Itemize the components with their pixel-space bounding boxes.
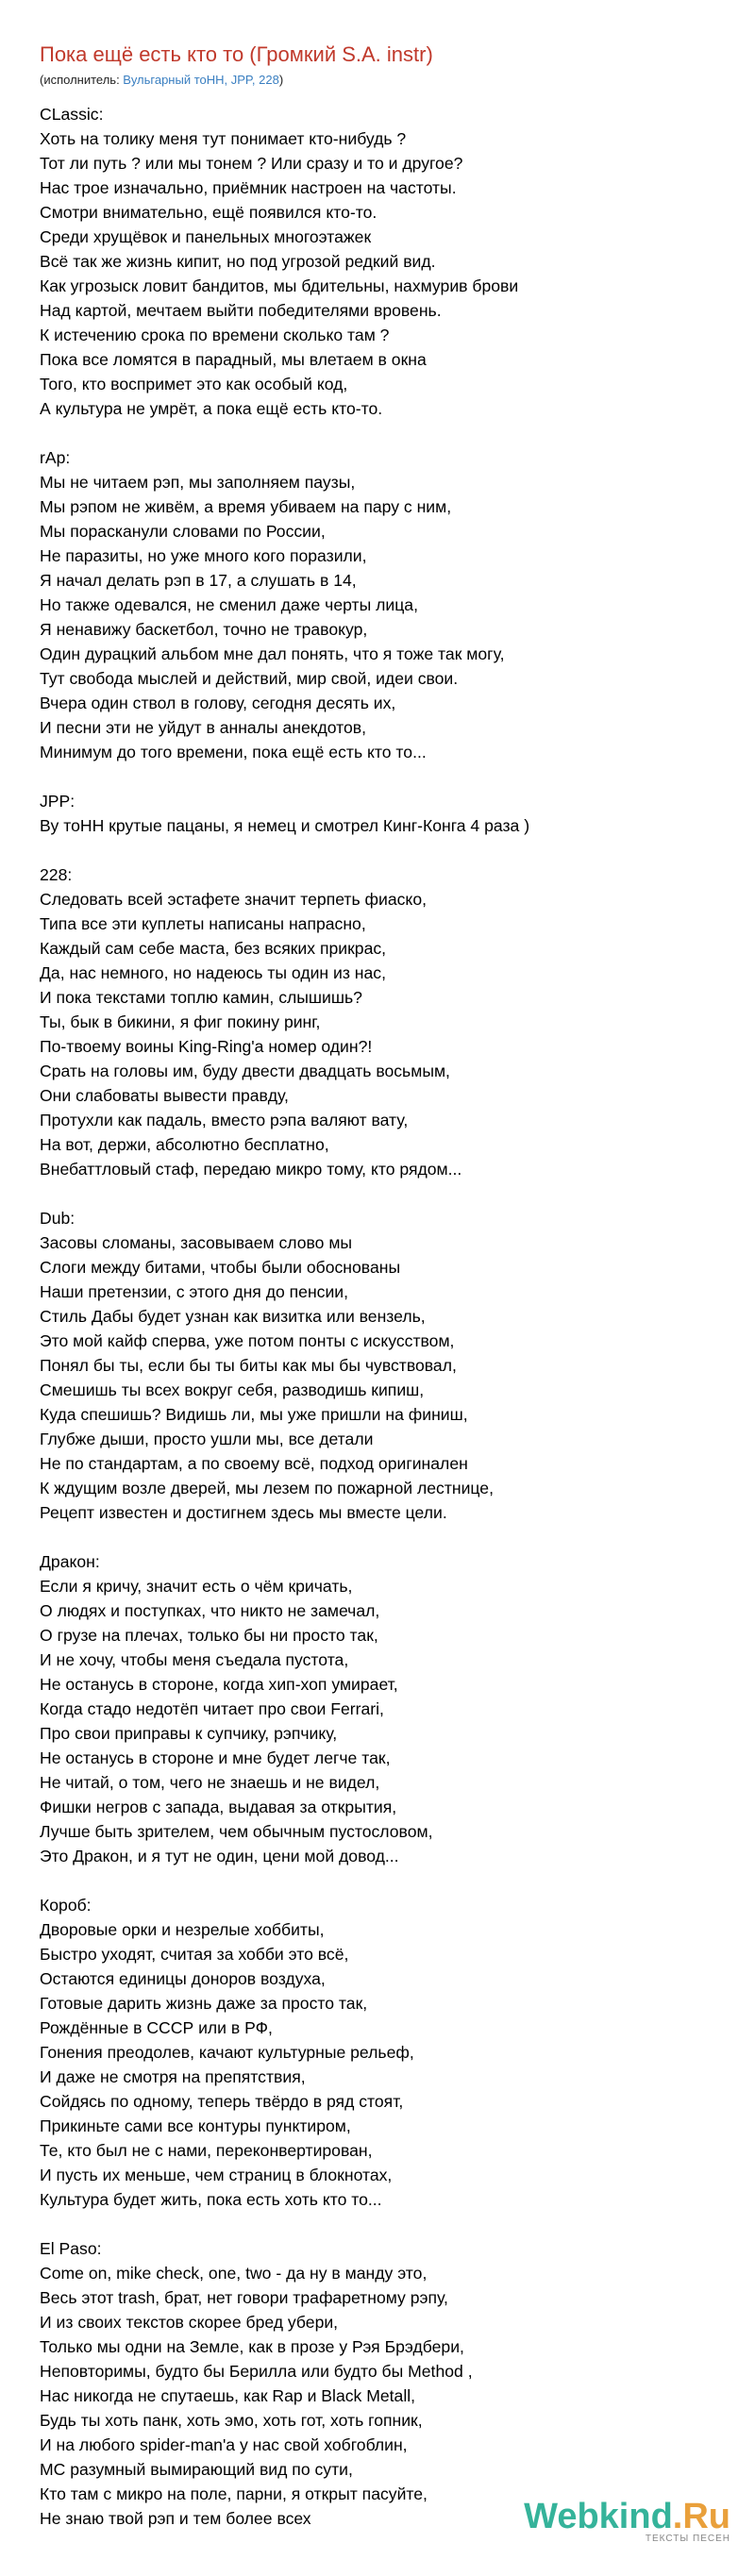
lyric-line: И на любого spider-man'a у нас свой хобгоблин, [40,2435,408,2454]
lyric-line: Короб: [40,1896,92,1915]
lyric-line: Мы рэпом не живём, а время убиваем на пару с ним, [40,497,452,516]
stanza-break [40,421,713,445]
lyric-line: Дракон: [40,1552,100,1571]
lyric-line: Фишки негров с запада, выдавая за открытия, [40,1798,397,1816]
lyric-line: JPP: [40,792,76,811]
lyric-line: Не останусь в стороне, когда хип-хоп умирает, [40,1675,398,1694]
page-title: Пока ещё есть кто то (Громкий S.A. instr) [40,42,433,66]
lyric-line: Кто там с микро на поле, парни, я открыт пасуйте, [40,2484,428,2503]
lyric-line: И пока текстами топлю камин, слышишь? [40,988,362,1007]
logo-wordmark [524,2498,730,2535]
lyric-line: И из своих текстов скорее бред убери, [40,2313,339,2332]
lyric-line: МС разумный вымирающий вид по сути, [40,2460,353,2479]
lyric-line: CLassic: [40,105,104,124]
lyric-line: Dub: [40,1209,76,1228]
lyric-line: Когда стадо недотёп читает про свои Ferrari, [40,1699,384,1718]
lyric-line: Прикиньте сами все контуры пунктиром, [40,2116,351,2135]
lyric-line: Весь этот trash, брат, нет говори трафаретному рэпу, [40,2288,448,2307]
stanza-break [40,838,713,862]
lyric-line: Засовы сломаны, засовываем слово мы [40,1233,353,1252]
lyric-line: Того, кто воспримет это как особый код, [40,375,348,393]
lyric-line: Это мой кайф сперва, уже потом понты с искусством, [40,1331,455,1350]
lyric-line: И песни эти не уйдут в анналы анекдотов, [40,718,367,737]
lyric-line: И даже не смотря на препятствия, [40,2067,306,2086]
lyric-line: Не останусь в стороне и мне будет легче так, [40,1748,391,1767]
lyric-line: Хоть на толику меня тут понимает кто-нибудь ? [40,129,407,148]
lyric-line: Всё так же жизнь кипит, но под угрозой редкий вид. [40,252,436,271]
lyric-line: Быстро уходят, считая за хобби это всё, [40,1945,349,1964]
lyric-line: К истечению срока по времени сколько там ? [40,326,390,344]
lyric-line: Не паразиты, но уже много кого поразили, [40,546,367,565]
stanza-break [40,764,713,789]
lyric-line: Протухли как падаль, вместо рэпа валяют вату, [40,1111,409,1129]
lyric-line: О людях и поступках, что никто не замечал, [40,1601,380,1620]
lyric-line: И пусть их меньше, чем страниц в блокнотах, [40,2166,393,2184]
lyric-line: Только мы одни на Земле, как в прозе у Рэя Брэдбери, [40,2337,464,2356]
lyric-line: Смотри внимательно, ещё появился кто-то. [40,203,378,222]
lyric-line: Как угрозыск ловит бандитов, мы бдительны, нахмурив брови [40,276,519,295]
lyric-line: Но также одевался, не сменил даже черты лица, [40,595,418,614]
lyric-line: Про свои приправы к супчику, рэпчику, [40,1724,338,1743]
lyric-line: Каждый сам себе маста, без всяких прикрас, [40,939,387,958]
lyric-line: Нас никогда не спутаешь, как Rap и Black Metall, [40,2386,416,2405]
lyric-line: Над картой, мечтаем выйти победителями вровень. [40,301,442,320]
lyric-line: Тут свобода мыслей и действий, мир свой, идеи свои. [40,669,459,688]
performers-line [40,72,713,89]
lyric-line: Стиль Дабы будет узнан как визитка или вензель, [40,1307,426,1326]
lyric-line: Культура будет жить, пока есть хоть кто то... [40,2190,382,2209]
lyric-line: Вчера один ствол в голову, сегодня десять их, [40,694,396,712]
lyric-line: Рождённые в СССР или в РФ, [40,2018,273,2037]
lyric-line: Среди хрущёвок и панельных многоэтажек [40,227,372,246]
lyric-line: Ву тоНН крутые пацаны, я немец и смотрел Кинг-Конга 4 раза ) [40,816,530,835]
lyric-line: Не знаю твой рэп и тем более всех [40,2509,311,2528]
lyric-line: Рецепт известен и достигнем здесь мы вместе цели. [40,1503,447,1522]
lyric-line: Те, кто был не с нами, переконвертирован, [40,2141,373,2160]
lyric-line: Наши претензии, с этого дня до пенсии, [40,1282,349,1301]
stanza-break [40,1868,713,1893]
lyric-line: Будь ты хоть панк, хоть эмо, хоть гот, хоть гопник, [40,2411,423,2430]
lyric-line: О грузе на плечах, только бы ни просто так, [40,1626,378,1645]
lyric-line: El Paso: [40,2239,102,2258]
lyric-line: Готовые дарить жизнь даже за просто так, [40,1994,368,2013]
lyric-line: rAp: [40,448,71,467]
performers-artists-link[interactable]: Вульгарный тоНН, JPP, 228 [123,73,279,87]
logo-word-domain: .Ru [672,2497,730,2536]
lyric-line: Внебаттловый стаф, передаю микро тому, кто рядом... [40,1160,462,1179]
lyric-line: Come on, mike check, one, two - да ну в манду это, [40,2264,428,2283]
lyric-line: К ждущим возле дверей, мы лезем по пожарной лестнице, [40,1479,494,1497]
performers-suffix: ) [278,73,284,87]
stanza-break [40,1525,713,1549]
site-logo[interactable] [524,2498,730,2544]
lyric-line: По-твоему воины King-Ring'a номер один?! [40,1037,373,1056]
lyric-line: Да, нас немного, но надеюсь ты один из нас, [40,963,386,982]
lyric-line: Не по стандартам, а по своему всё, подход оригинален [40,1454,468,1473]
lyric-line: Они слабоваты вывести правду, [40,1086,289,1105]
lyric-line: А культура не умрёт, а пока ещё есть кто-то. [40,399,383,418]
lyric-line: Если я кричу, значит есть о чём кричать, [40,1577,353,1596]
lyric-line: Я ненавижу баскетбол, точно не травокур, [40,620,368,639]
lyric-line: Я начал делать рэп в 17, а слушать в 14, [40,571,357,590]
lyric-line: На вот, держи, абсолютно бесплатно, [40,1135,329,1154]
lyric-line: Типа все эти куплеты написаны напрасно, [40,914,366,933]
lyric-line: Тот ли путь ? или мы тонем ? Или сразу и то и другое? [40,154,463,173]
lyric-line: И не хочу, чтобы меня съедала пустота, [40,1650,349,1669]
lyric-line: Мы порасканули словами по России, [40,522,326,541]
lyric-line: Это Дракон, и я тут не один, цени мой довод... [40,1847,399,1865]
stanza-break [40,1181,713,1206]
lyric-line: Мы не читаем рэп, мы заполняем паузы, [40,473,356,492]
lyric-line: Минимум до того времени, пока ещё есть кто то... [40,743,427,761]
lyric-line: Ты, бык в бикини, я фиг покину ринг, [40,1012,321,1031]
lyric-line: Дворовые орки и незрелые хоббиты, [40,1920,325,1939]
lyric-line: Глубже дыши, просто ушли мы, все детали [40,1430,374,1448]
lyric-line: Неповторимы, будто бы Берилла или будто бы Method , [40,2362,473,2381]
lyric-line: Пока все ломятся в парадный, мы влетаем в окна [40,350,427,369]
lyric-line: Слоги между битами, чтобы были обоснованы [40,1258,401,1277]
lyric-line: Остаются единицы доноров воздуха, [40,1969,326,1988]
logo-subtitle: ТЕКСТЫ ПЕСЕН [645,2534,730,2544]
lyric-line: Сойдясь по одному, теперь твёрдо в ряд стоят, [40,2092,404,2111]
lyric-line: Лучше быть зрителем, чем обычным пустословом, [40,1822,433,1841]
stanza-break [40,2212,713,2236]
lyric-line: Не читай, о том, чего не знаешь и не видел, [40,1773,380,1792]
lyric-line: Срать на головы им, буду двести двадцать восьмым, [40,1062,450,1080]
lyric-line: Куда спешишь? Видишь ли, мы уже пришли на финиш, [40,1405,468,1424]
lyric-line: Нас трое изначально, приёмник настроен на частоты. [40,178,457,197]
performers-prefix: (исполнитель: [40,73,124,87]
lyric-line: Понял бы ты, если бы ты биты как мы бы чувствовал, [40,1356,457,1375]
lyric-line: Гонения преодолев, качают культурные рельеф, [40,2043,414,2062]
lyrics-text [40,102,713,2531]
lyric-line: 228: [40,865,73,884]
lyric-line: Смешишь ты всех вокруг себя, разводишь кипиш, [40,1380,425,1399]
lyric-line: Один дурацкий альбом мне дал понять, что я тоже так могу, [40,644,505,663]
lyric-line: Следовать всей эстафете значит терпеть фиаско, [40,890,427,909]
logo-word-main: Webkind [524,2497,673,2536]
